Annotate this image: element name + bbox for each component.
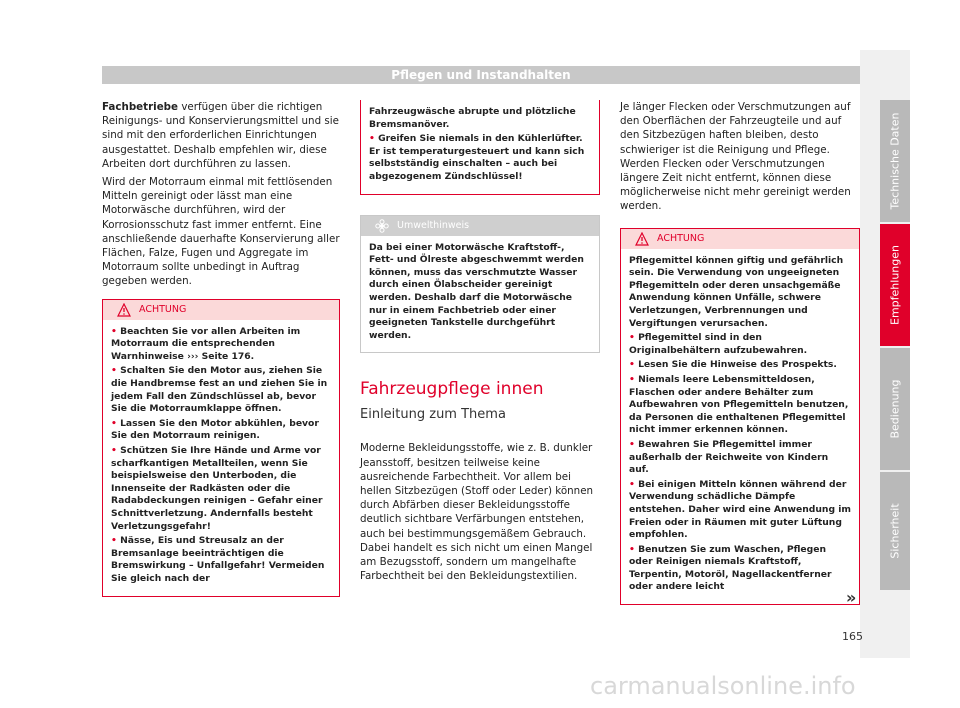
column-1 bbox=[102, 100, 340, 597]
section bbox=[360, 379, 600, 583]
flower-icon bbox=[375, 219, 389, 233]
environment-header bbox=[361, 216, 599, 236]
environment-box bbox=[360, 215, 600, 354]
environment-title: Umwelthinweis bbox=[397, 219, 470, 231]
list-item: Fahrzeugwäsche abrupte und plötzliche Bremsmanöver. bbox=[369, 106, 576, 130]
warning-title: ACHTUNG bbox=[657, 232, 705, 244]
tab-empfehlungen[interactable]: Empfehlungen bbox=[880, 224, 910, 346]
warning-triangle-icon bbox=[117, 303, 131, 317]
list-item: • Benutzen Sie zum Waschen, Pflegen oder Reinigen niemals Kraftstoff, Terpentin, Motoröl, Nagellackentferner oder andere leicht bbox=[629, 543, 832, 593]
warning-title: ACHTUNG bbox=[139, 303, 187, 315]
page-reference-link[interactable]: ››› Seite 176 bbox=[187, 350, 251, 362]
list-item: • Nässe, Eis und Streusalz an der Bremsanlage beeinträchtigen die Bremswirkung – Unfallgefahr! Vermeiden Sie gleich nach der bbox=[111, 535, 325, 584]
section-heading: Fahrzeugpflege innen bbox=[360, 379, 544, 400]
watermark: carmanualsonline.info bbox=[590, 672, 856, 700]
paragraph: Da bei einer Motorwäsche Kraftstoff-, Fett- und Ölreste abgeschwemmt werden können, muss das verschmutzte Wasser durch einen Ölabscheider gereinigt werden. Deshalb darf die Motorwäsche nur in einem Fachbetrieb oder einer geeigneten Tankstelle durchgeführt werden. bbox=[369, 241, 584, 341]
warning-triangle-icon bbox=[635, 232, 649, 246]
page-header: Pflegen und Instandhalten bbox=[102, 66, 860, 84]
tab-bedienung[interactable]: Bedienung bbox=[880, 348, 910, 470]
warning-header bbox=[103, 300, 339, 320]
paragraph: Je länger Flecken oder Verschmutzungen auf den Oberflächen der Fahrzeugteile und auf den Sitzbezügen haften bleiben, desto schwieriger ist die Reinigung und Pflege. Werden Flecken oder Verschmutzungen längere Zeit nicht entfernt, können diese möglicherweise nicht mehr gereinigt werden werden. bbox=[620, 101, 851, 213]
tab-sicherheit[interactable]: Sicherheit bbox=[880, 472, 910, 590]
paragraph bbox=[102, 100, 340, 171]
list-item: • Bei einigen Mitteln können während der Verwendung schädliche Dämpfe entstehen. Daher wird eine Anwendung im Freien oder in Räumen mit guter Lüftung empfohlen. bbox=[629, 478, 851, 541]
warning-body bbox=[103, 320, 339, 596]
paragraph: Wird der Motorraum einmal mit fettlösenden Mitteln gereinigt oder lässt man eine Motorwäsche durchführen, wird der Korrosionsschutz fast immer entfernt. Eine anschließende dauerhafte Konservierung aller Flächen, Falze, Fugen und Aggregate im Motorraum sollte unbedingt in Auftrag gegeben werden. bbox=[102, 176, 340, 288]
section-subheading: Einleitung zum Thema bbox=[360, 407, 506, 423]
paragraph: Pflegemittel können giftig und gefährlich sein. Die Verwendung von ungeeigneten Pflegemitteln oder deren unsachgemäße Anwendung können Unfälle, schwere Verletzungen, Verbrennungen und Vergiftungen verursachen. bbox=[629, 254, 844, 329]
warning-body bbox=[361, 100, 599, 194]
paragraph: Moderne Bekleidungsstoffe, wie z. B. dunkler Jeansstoff, besitzen teilweise keine ausreichende Farbechtheit. Vor allem bei hellen Sitzbezügen (Stoff oder Leder) können durch Abfärben dieser Bekleidungsstoffe deutlich sichtbare Verfärbungen entstehen, auch bei bestimmungsgemäßem Gebrauch. Dabei handelt es sich nicht um einen Mangel am Bezugsstoff, sondern um mangelhafte Farbechtheit bei den Bekleidungstextilien. bbox=[360, 442, 594, 583]
warning-box bbox=[620, 228, 860, 605]
warning-header bbox=[621, 229, 859, 249]
warning-box bbox=[102, 299, 340, 597]
list-item: • Schützen Sie Ihre Hände und Arme vor scharfkantigen Metallteilen, wenn Sie beispielsweise den Unterboden, die Innenseite der Radkästen oder die Radabdeckungen reinigen – Gefahr einer Schnittverletzung. Andernfalls besteht Verletzungsgefahr! bbox=[111, 444, 323, 532]
environment-body bbox=[361, 236, 599, 353]
warning-body bbox=[621, 249, 859, 604]
column-2 bbox=[360, 100, 600, 587]
list-item: • Bewahren Sie Pflegemittel immer außerhalb der Reichweite von Kindern auf. bbox=[629, 438, 829, 476]
continue-marker: » bbox=[846, 588, 857, 607]
list-item: • Niemals leere Lebensmitteldosen, Flaschen oder andere Behälter zum Aufbewahren von Pflegemitteln benutzen, da Personen die enthaltenen Pflegemittel nicht immer erkennen können. bbox=[629, 373, 849, 436]
page-number: 165 bbox=[842, 630, 863, 643]
warning-box-continued bbox=[360, 100, 600, 195]
text: verfügen über die richtigen Reinigungs- und Konservierungsmittel und sie sind mit den erforderlichen Einrichtungen ausgestattet. Deshalb empfehlen wir, diese Arbeiten dort durchführen zu lassen. bbox=[102, 101, 339, 170]
list-item: • Beachten Sie vor allen Arbeiten im Motorraum die entsprechenden Warnhinweise ››› Seite 176. bbox=[111, 325, 301, 362]
list-item: • Lesen Sie die Hinweise des Prospekts. bbox=[629, 359, 837, 371]
list-item: • Schalten Sie den Motor aus, ziehen Sie die Handbremse fest an und ziehen Sie in jedem Fall den Zündschlüssel ab, bevor Sie die Motorraumklappe öffnen. bbox=[111, 365, 328, 415]
list-item: • Lassen Sie den Motor abkühlen, bevor Sie den Motorraum reinigen. bbox=[111, 417, 319, 442]
tab-technische-daten[interactable]: Technische Daten bbox=[880, 100, 910, 222]
bold-term: Fachbetriebe bbox=[102, 101, 179, 113]
list-item: • Pflegemittel sind in den Originalbehältern aufzubewahren. bbox=[629, 332, 808, 356]
column-3 bbox=[620, 100, 860, 605]
list-item: • Greifen Sie niemals in den Kühlerlüfter. Er ist temperaturgesteuert und kann sich selbstständig einschalten – auch bei abgezogenem Zündschlüssel! bbox=[369, 133, 585, 182]
